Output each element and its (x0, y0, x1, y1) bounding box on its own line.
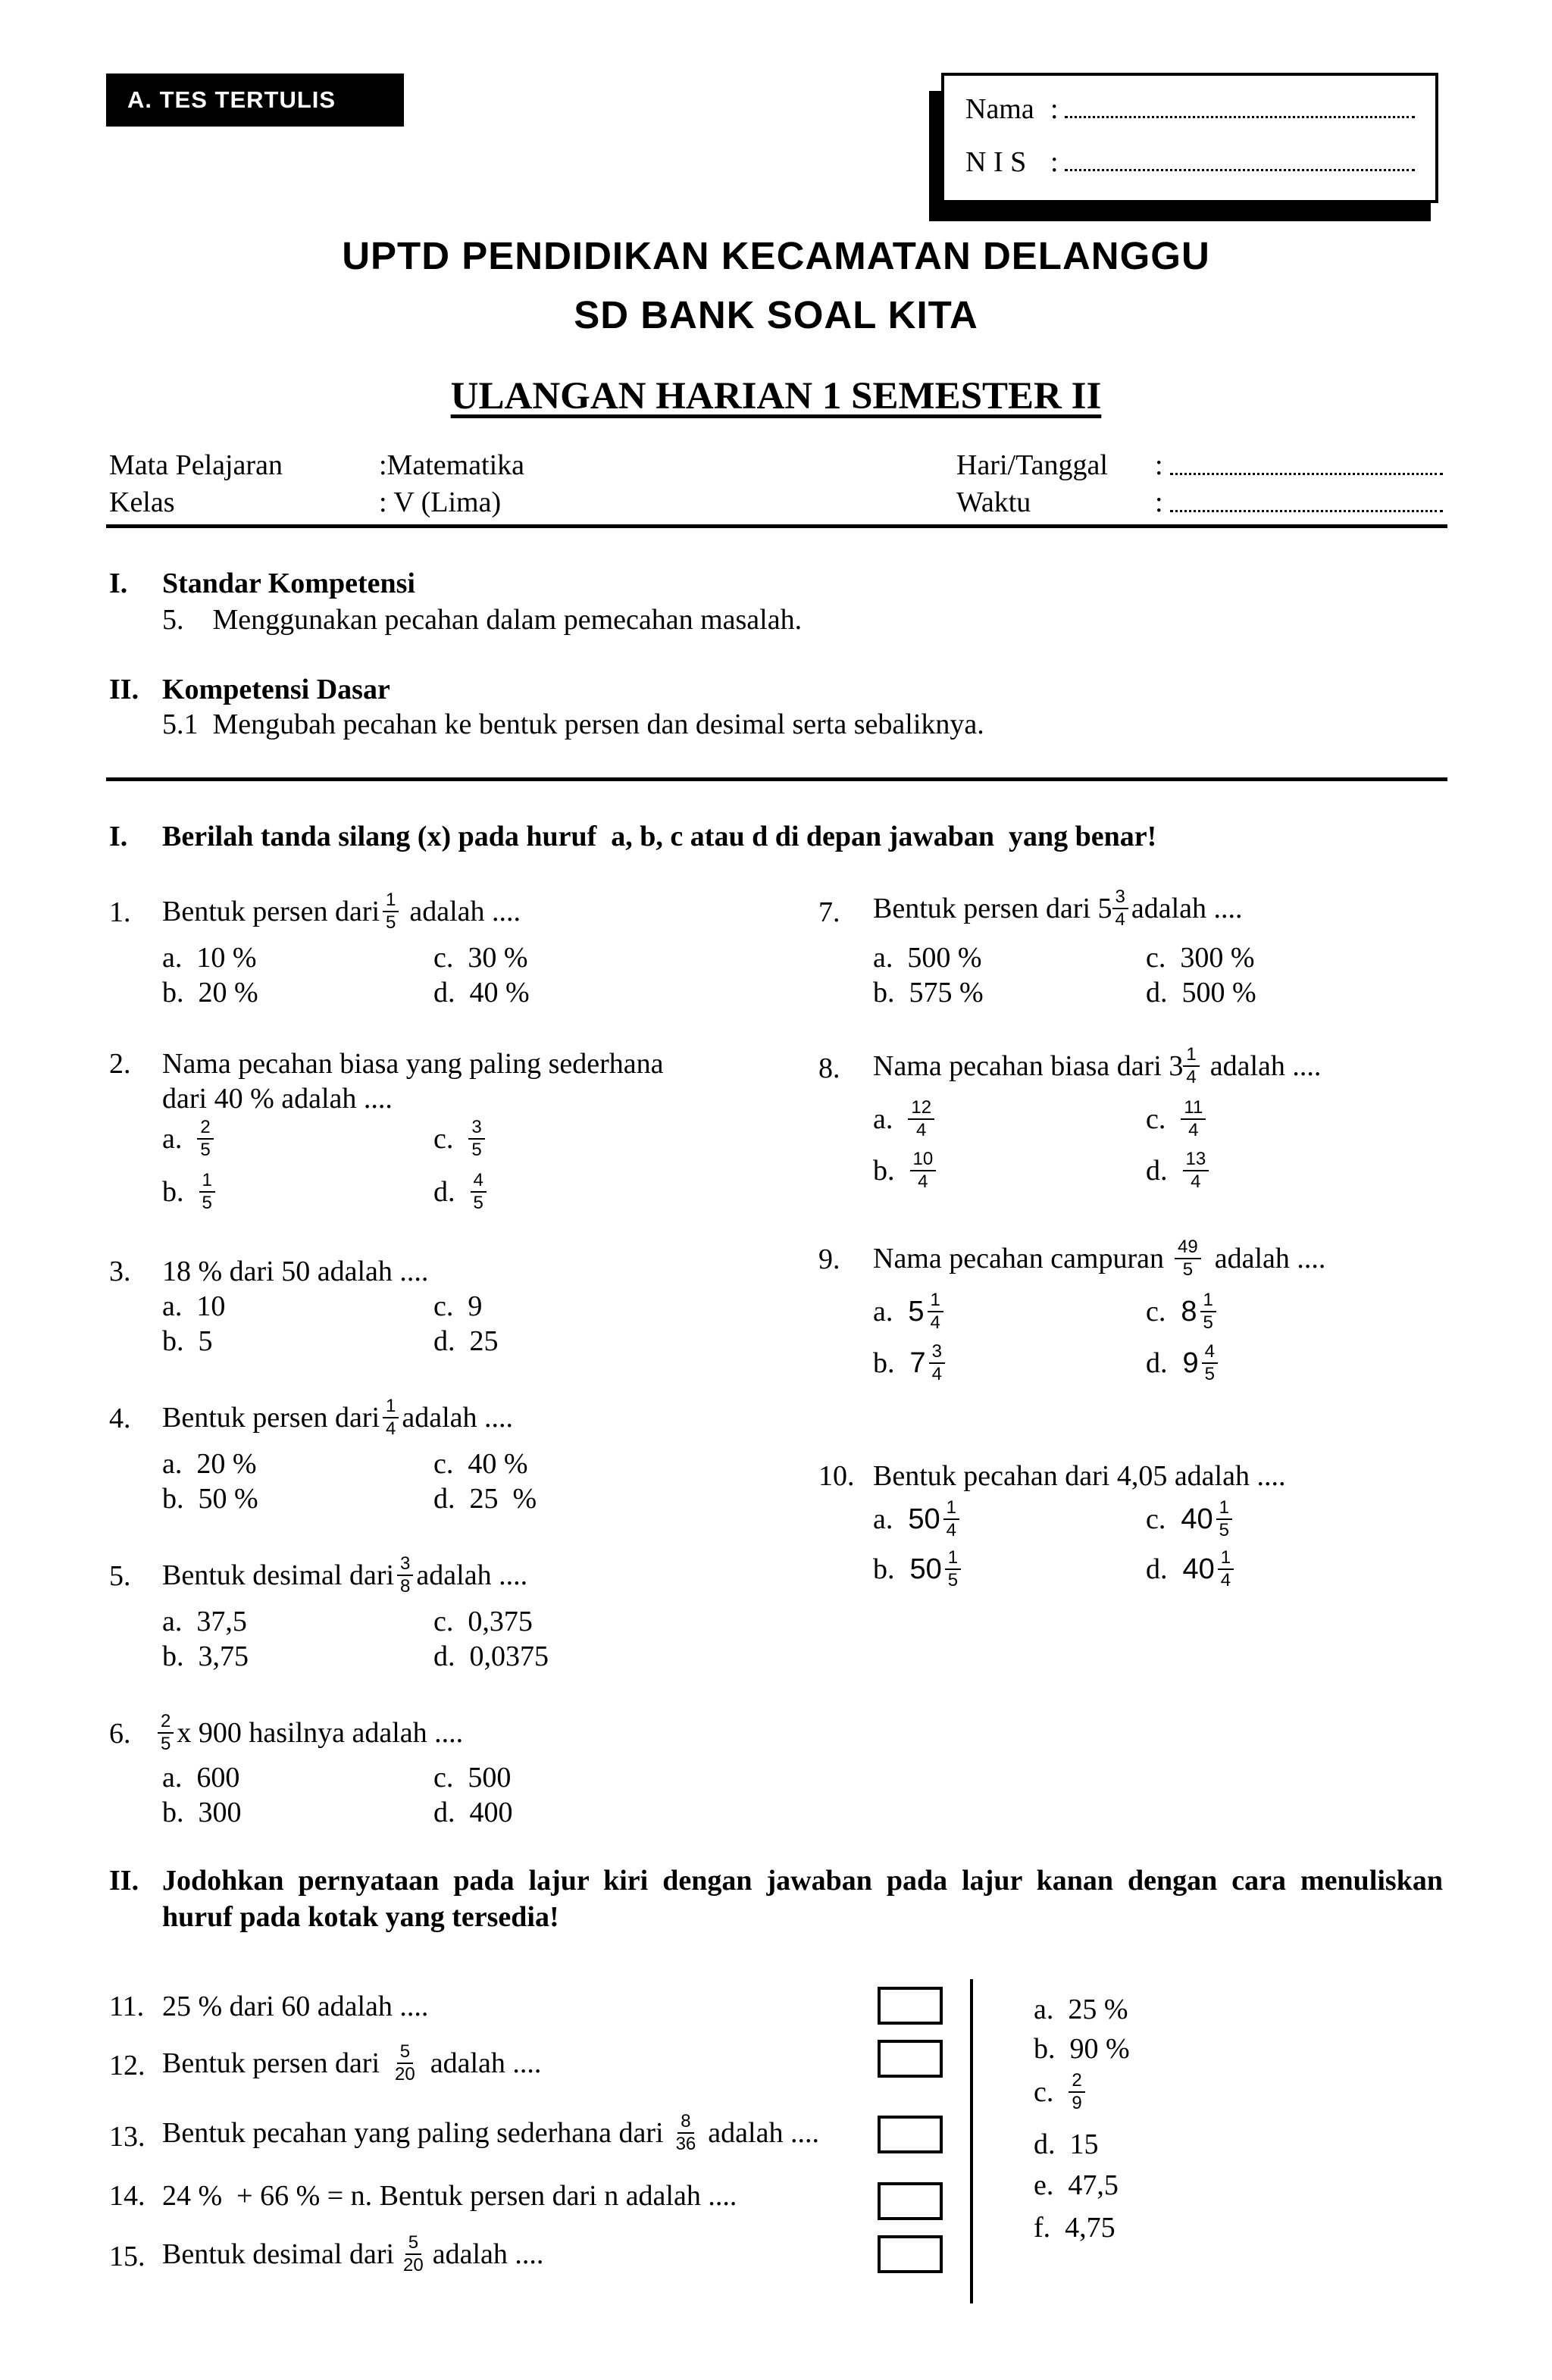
q10-c-den: 5 (1219, 1520, 1230, 1540)
q10-d-fraction (1218, 1547, 1234, 1590)
q8-a-fraction (908, 1097, 934, 1140)
q1-post: adalah .... (409, 896, 521, 927)
q12-frac-den: 20 (395, 2064, 415, 2084)
time-label: Waktu (956, 486, 1031, 518)
q8-d-label: d. (1146, 1155, 1168, 1187)
q9-b-whole: 7 (909, 1346, 926, 1379)
kd-title: Kompetensi Dasar (162, 674, 390, 705)
q10-option-d[interactable] (1146, 1543, 1237, 1596)
q10-a-whole: 50 (908, 1503, 940, 1535)
q9-c-num: 1 (1200, 1290, 1216, 1312)
q4-post: adalah .... (402, 1402, 514, 1434)
q3-option-b[interactable]: b. 5 (162, 1325, 213, 1357)
info-divider (106, 524, 1447, 528)
q1-pre: Bentuk persen dari (162, 896, 380, 927)
q4-fraction (383, 1396, 399, 1439)
q1-option-d[interactable]: d. 40 % (433, 977, 530, 1009)
q8-d-num: 13 (1183, 1149, 1209, 1171)
q12-text (162, 2037, 541, 2090)
q2-c-label: c. (433, 1123, 454, 1155)
q10-option-a[interactable] (873, 1493, 962, 1546)
date-colon: : (1155, 449, 1163, 481)
q7-number: 7. (818, 896, 840, 928)
q9-d-den: 5 (1204, 1364, 1215, 1384)
q1-frac-den: 5 (386, 912, 396, 933)
q15-text (162, 2228, 543, 2281)
q8-frac-den: 4 (1186, 1067, 1197, 1087)
q9-option-a[interactable] (873, 1285, 947, 1338)
q8-option-b[interactable] (873, 1146, 939, 1196)
answer-c-fraction (1069, 2070, 1084, 2113)
class-value: : V (Lima) (379, 486, 502, 518)
q10-d-den: 4 (1220, 1570, 1231, 1590)
q7-frac-den: 4 (1115, 909, 1125, 930)
q2-b-fraction (199, 1170, 215, 1213)
q8-option-c[interactable] (1146, 1094, 1209, 1144)
q8-option-a[interactable] (873, 1094, 937, 1144)
q2-a-num: 2 (197, 1117, 213, 1140)
q9-d-num: 4 (1202, 1341, 1218, 1364)
q4-option-c[interactable]: c. 40 % (433, 1448, 528, 1480)
q9-option-d[interactable] (1146, 1337, 1221, 1390)
q9-c-fraction (1200, 1290, 1216, 1333)
q2-a-label: a. (162, 1123, 183, 1155)
nis-field[interactable] (1065, 149, 1415, 171)
q9-a-fraction (928, 1290, 943, 1333)
q9-fraction (1175, 1237, 1201, 1280)
nis-colon: : (1050, 146, 1059, 178)
q12-pre: Bentuk persen dari (162, 2047, 380, 2079)
q5-frac-num: 3 (397, 1553, 413, 1576)
q7-pre: Bentuk persen dari 5 (873, 893, 1112, 924)
q8-d-den: 4 (1191, 1171, 1201, 1192)
q8-option-d[interactable] (1146, 1146, 1212, 1196)
q6-post: x 900 hasilnya adalah .... (177, 1717, 464, 1749)
nis-row (965, 145, 1415, 179)
q10-d-label: d. (1146, 1553, 1168, 1585)
q6-option-a[interactable]: a. 600 (162, 1762, 240, 1794)
q9-a-den: 4 (930, 1312, 940, 1333)
q9-frac-den: 5 (1182, 1259, 1194, 1280)
answer-choice-d: d. 15 (1034, 2128, 1099, 2160)
q7-post: adalah .... (1131, 893, 1243, 924)
q13-fraction (673, 2111, 699, 2154)
part2-instruction-line1: Jodohkan pernyataan pada lajur kiri dengan jawaban pada lajur kanan dengan cara menuliskan (162, 1865, 1443, 1897)
q6-option-b[interactable]: b. 300 (162, 1797, 242, 1828)
q8-b-fraction (910, 1149, 937, 1192)
q2-number: 2. (109, 1048, 131, 1080)
q4-option-a[interactable]: a. 20 % (162, 1448, 257, 1480)
q9-b-label: b. (873, 1347, 895, 1379)
q2-d-label: d. (433, 1176, 455, 1208)
q5-option-a[interactable]: a. 37,5 (162, 1606, 247, 1637)
q5-option-d[interactable]: d. 0,0375 (433, 1640, 549, 1672)
q9-c-label: c. (1146, 1296, 1166, 1328)
q6-stem (155, 1706, 463, 1759)
name-row (965, 92, 1415, 126)
q9-option-c[interactable] (1146, 1285, 1219, 1338)
q2-option-b[interactable] (162, 1167, 218, 1217)
q9-number: 9. (818, 1243, 840, 1275)
q8-c-label: c. (1146, 1103, 1166, 1135)
q13-text (162, 2106, 819, 2160)
q10-a-fraction (943, 1497, 959, 1540)
nis-label: N I S (965, 146, 1027, 178)
q3-option-a[interactable]: a. 10 (162, 1290, 226, 1322)
q13-post: adalah .... (708, 2117, 819, 2149)
q4-pre: Bentuk persen dari (162, 1402, 380, 1434)
sk-title: Standar Kompetensi (162, 568, 415, 599)
student-id-box (941, 73, 1438, 203)
q8-b-num: 10 (910, 1149, 937, 1171)
q10-option-c[interactable] (1146, 1493, 1235, 1546)
class-label: Kelas (109, 486, 175, 518)
q7-stem (873, 882, 1243, 935)
name-colon: : (1050, 93, 1059, 125)
q12-frac-num: 5 (397, 2041, 413, 2064)
answer-box-13[interactable] (878, 2116, 943, 2153)
part1-number: I. (109, 821, 128, 852)
q1-option-b[interactable]: b. 20 % (162, 977, 258, 1009)
q13-frac-num: 8 (677, 2111, 693, 2134)
q3-stem: 18 % dari 50 adalah .... (162, 1256, 429, 1287)
answer-c-label: c. (1034, 2076, 1054, 2108)
q9-a-num: 1 (928, 1290, 943, 1312)
q6-frac-den: 5 (161, 1734, 171, 1754)
q9-d-whole: 9 (1182, 1346, 1199, 1379)
q8-d-fraction (1183, 1149, 1209, 1192)
competency-divider (106, 777, 1447, 781)
q10-c-num: 1 (1216, 1497, 1232, 1520)
q8-stem (873, 1040, 1321, 1093)
q7-option-a[interactable]: a. 500 % (873, 942, 982, 974)
q8-fraction (1183, 1044, 1199, 1087)
part2-number: II. (109, 1865, 139, 1897)
q2-d-fraction (471, 1170, 487, 1213)
part2-instruction-line2: huruf pada kotak yang tersedia! (162, 1901, 559, 1933)
q4-option-d[interactable]: d. 25 % (433, 1483, 537, 1515)
q9-frac-num: 49 (1175, 1237, 1201, 1259)
q14-number: 14. (109, 2180, 146, 2212)
q15-number: 15. (109, 2241, 146, 2272)
q8-b-label: b. (873, 1155, 895, 1187)
time-colon: : (1155, 486, 1163, 518)
answer-c-num: 2 (1069, 2070, 1084, 2093)
q9-a-label: a. (873, 1296, 893, 1328)
q10-d-whole: 40 (1182, 1553, 1215, 1585)
subject-label: Mata Pelajaran (109, 449, 283, 481)
q12-post: adalah .... (430, 2047, 542, 2079)
q4-frac-num: 1 (383, 1396, 399, 1418)
q7-fraction (1112, 887, 1128, 930)
q8-a-den: 4 (916, 1120, 927, 1140)
q8-a-label: a. (873, 1103, 893, 1135)
name-field[interactable] (1065, 96, 1415, 118)
section-tag: A. TES TERTULIS (106, 73, 404, 127)
q10-b-whole: 50 (909, 1553, 942, 1585)
q9-c-den: 5 (1203, 1312, 1213, 1333)
q3-number: 3. (109, 1256, 131, 1287)
q10-c-label: c. (1146, 1503, 1166, 1535)
q8-a-num: 12 (908, 1097, 934, 1120)
date-field[interactable] (1170, 473, 1443, 475)
q8-frac-num: 1 (1183, 1044, 1199, 1067)
q5-post: adalah .... (416, 1559, 528, 1591)
q12-number: 12. (109, 2050, 146, 2081)
institution-title: UPTD PENDIDIKAN KECAMATAN DELANGGU (342, 234, 1210, 277)
q9-option-b[interactable] (873, 1337, 948, 1390)
q2-stem-line1: Nama pecahan biasa yang paling sederhana (162, 1048, 664, 1080)
q6-option-d[interactable]: d. 400 (433, 1797, 513, 1828)
q4-frac-den: 4 (386, 1418, 396, 1439)
q5-option-b[interactable]: b. 3,75 (162, 1640, 249, 1672)
answer-box-14[interactable] (878, 2182, 943, 2220)
q9-c-whole: 8 (1181, 1295, 1197, 1328)
q6-option-c[interactable]: c. 500 (433, 1762, 512, 1794)
q10-number: 10. (818, 1460, 855, 1492)
answer-choice-f: f. 4,75 (1034, 2212, 1116, 2244)
answer-box-15[interactable] (878, 2235, 943, 2273)
kd-text: 5.1 Mengubah pecahan ke bentuk persen dan desimal serta sebaliknya. (162, 708, 984, 740)
q1-option-a[interactable]: a. 10 % (162, 942, 257, 974)
q9-pre: Nama pecahan campuran (873, 1243, 1165, 1274)
q9-post: adalah .... (1214, 1243, 1326, 1274)
q13-number: 13. (109, 2121, 146, 2153)
q5-number: 5. (109, 1560, 131, 1592)
q12-fraction (392, 2041, 418, 2084)
q10-a-label: a. (873, 1503, 893, 1535)
q13-frac-den: 36 (675, 2134, 696, 2154)
answer-box-12[interactable] (878, 2040, 943, 2078)
q5-stem (162, 1549, 527, 1602)
q10-stem: Bentuk pecahan dari 4,05 adalah .... (873, 1460, 1286, 1492)
subject-value: :Matematika (379, 449, 525, 481)
answer-choice-c (1034, 2066, 1088, 2119)
q2-option-d[interactable] (433, 1167, 490, 1217)
date-label: Hari/Tanggal (956, 449, 1108, 481)
q2-option-a[interactable] (162, 1114, 217, 1164)
q5-frac-den: 8 (400, 1576, 411, 1597)
q8-c-den: 4 (1188, 1120, 1199, 1140)
q9-d-label: d. (1146, 1347, 1168, 1379)
q15-fraction (400, 2232, 427, 2275)
q4-number: 4. (109, 1403, 131, 1434)
q6-number: 6. (109, 1718, 131, 1750)
q7-option-c[interactable]: c. 300 % (1146, 942, 1255, 974)
q15-post: adalah .... (432, 2238, 544, 2270)
q8-c-fraction (1181, 1097, 1206, 1140)
q15-frac-den: 20 (403, 2255, 424, 2275)
q9-b-fraction (929, 1341, 945, 1384)
q8-pre: Nama pecahan biasa dari 3 (873, 1050, 1184, 1082)
q9-b-den: 4 (931, 1364, 942, 1384)
q6-frac-num: 2 (158, 1711, 174, 1734)
name-label: Nama (965, 93, 1034, 125)
q9-stem (873, 1232, 1325, 1285)
q10-a-den: 4 (946, 1520, 957, 1540)
q1-number: 1. (109, 896, 131, 928)
q2-b-num: 1 (199, 1170, 215, 1193)
q10-b-num: 1 (945, 1547, 961, 1570)
exam-title: ULANGAN HARIAN 1 SEMESTER II (450, 375, 1102, 418)
q7-frac-num: 3 (1112, 887, 1128, 909)
q2-option-c[interactable] (433, 1114, 488, 1164)
q8-number: 8. (818, 1052, 840, 1084)
answer-c-den: 9 (1072, 2093, 1082, 2113)
q2-c-fraction (468, 1117, 484, 1160)
q1-frac-num: 1 (383, 890, 399, 912)
q5-pre: Bentuk desimal dari (162, 1559, 395, 1591)
q7-option-d[interactable]: d. 500 % (1146, 977, 1256, 1009)
time-field[interactable] (1170, 510, 1443, 512)
school-title: SD BANK SOAL KITA (574, 293, 978, 336)
q10-c-whole: 40 (1181, 1503, 1213, 1535)
q15-pre: Bentuk desimal dari (162, 2238, 395, 2270)
answer-box-11[interactable] (878, 1987, 943, 2025)
q7-option-b[interactable]: b. 575 % (873, 977, 984, 1009)
q14-text: 24 % + 66 % = n. Bentuk persen dari n adalah .... (162, 2180, 737, 2212)
q13-pre: Bentuk pecahan yang paling sederhana dari (162, 2117, 664, 2149)
part1-instruction: Berilah tanda silang (x) pada huruf a, b, c atau d di depan jawaban yang benar! (162, 821, 1157, 852)
q2-b-den: 5 (202, 1193, 212, 1213)
answer-choice-b: b. 90 % (1034, 2033, 1130, 2065)
q2-b-label: b. (162, 1176, 184, 1208)
q2-c-num: 3 (468, 1117, 484, 1140)
q4-option-b[interactable]: b. 50 % (162, 1483, 258, 1515)
q2-stem-line2: dari 40 % adalah .... (162, 1083, 393, 1115)
q2-a-fraction (197, 1117, 213, 1160)
q8-b-den: 4 (918, 1171, 928, 1192)
q6-fraction (158, 1711, 174, 1754)
q3-option-c[interactable]: c. 9 (433, 1290, 483, 1322)
q8-c-num: 11 (1181, 1097, 1206, 1120)
answer-choice-a: a. 25 % (1034, 1994, 1128, 2025)
q1-option-c[interactable]: c. 30 % (433, 942, 528, 974)
q10-d-num: 1 (1218, 1547, 1234, 1570)
q2-d-den: 5 (473, 1193, 483, 1213)
q10-b-den: 5 (947, 1570, 959, 1590)
q11-text: 25 % dari 60 adalah .... (162, 1991, 429, 2022)
answer-choice-e: e. 47,5 (1034, 2169, 1119, 2201)
sk-text: 5. Menggunakan pecahan dalam pemecahan masalah. (162, 604, 803, 636)
q5-fraction (397, 1553, 413, 1597)
q9-a-whole: 5 (908, 1295, 925, 1328)
q5-option-c[interactable]: c. 0,375 (433, 1606, 533, 1637)
q3-option-d[interactable]: d. 25 (433, 1325, 499, 1357)
q10-b-label: b. (873, 1553, 895, 1585)
q9-b-num: 3 (929, 1341, 945, 1364)
q2-d-num: 4 (471, 1170, 487, 1193)
q10-b-fraction (945, 1547, 961, 1590)
q4-stem (162, 1391, 513, 1444)
q9-d-fraction (1202, 1341, 1218, 1384)
q10-c-fraction (1216, 1497, 1232, 1540)
q2-c-den: 5 (471, 1140, 482, 1160)
kd-number: II. (109, 674, 139, 705)
sk-number: I. (109, 568, 128, 599)
q10-a-num: 1 (943, 1497, 959, 1520)
q8-post: adalah .... (1209, 1050, 1322, 1082)
q1-stem (162, 885, 521, 938)
q1-fraction (383, 890, 399, 933)
column-divider (970, 1979, 973, 2303)
q10-option-b[interactable] (873, 1543, 964, 1596)
q15-frac-num: 5 (405, 2232, 421, 2255)
q11-number: 11. (109, 1991, 145, 2022)
q2-a-den: 5 (200, 1140, 211, 1160)
